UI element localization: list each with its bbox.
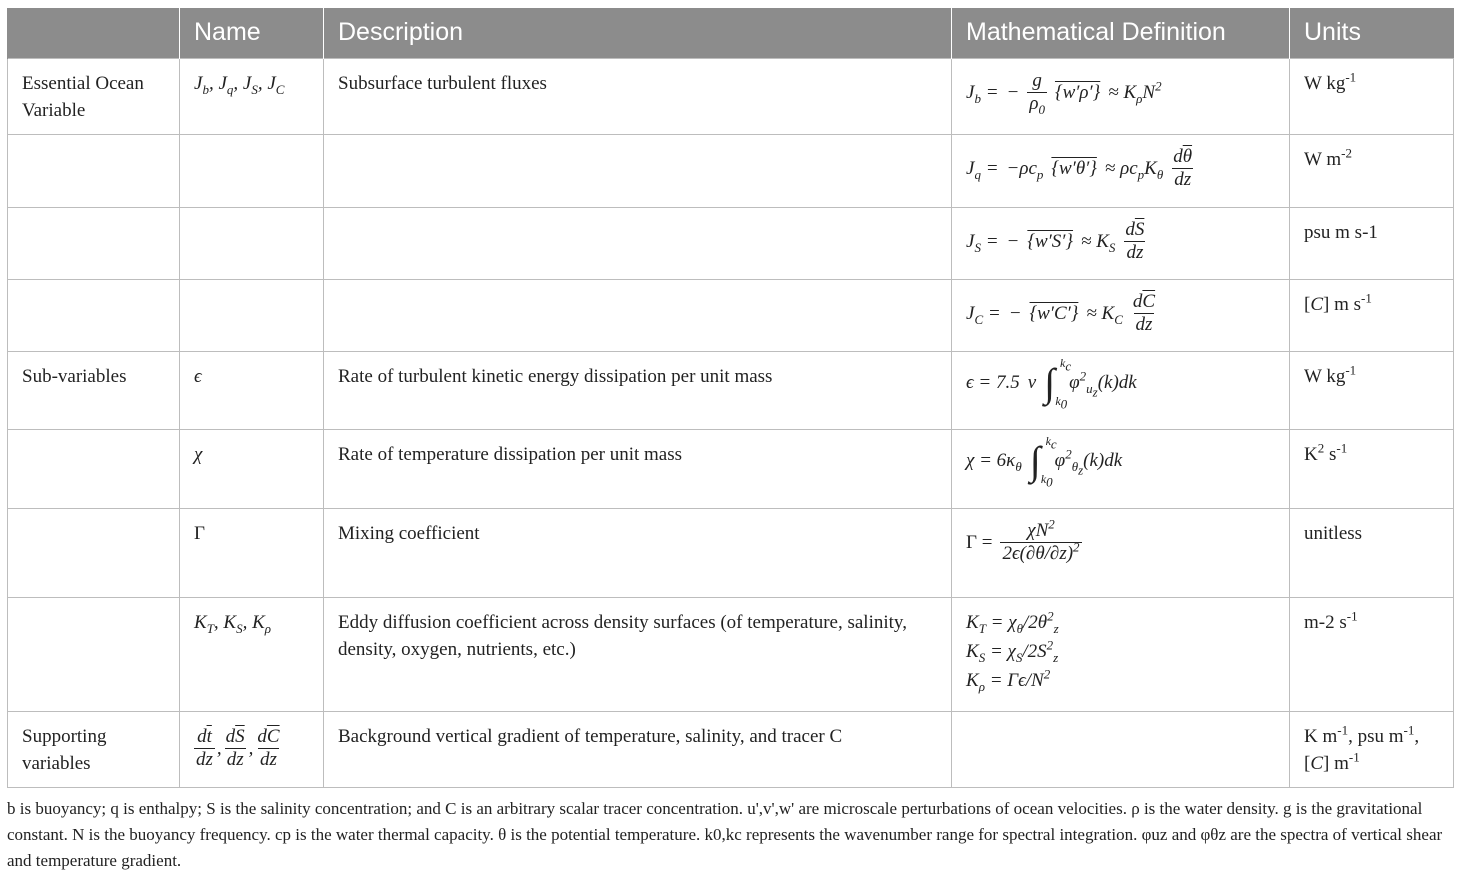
row-category: Essential Ocean Variable (8, 58, 180, 134)
row-category (8, 597, 180, 711)
row-units: W $kg^{-1}$ (1290, 58, 1454, 134)
row-definition: $J_C$ = − {w′C′} ≈ $K_C$ $\frac{d\overline{C}}{dz}$ (952, 279, 1290, 351)
row-category (8, 207, 180, 279)
header-description: Description (324, 8, 952, 58)
row-name: $J_b$, $J_q$, $J_S$, $J_C$ (180, 58, 324, 134)
row-category: Sub-variables (8, 351, 180, 429)
row-description: Rate of temperature dissipation per unit mass (324, 429, 952, 508)
row-definition: $K_T = \chi_\theta/2\theta^2_z$ $K_S = \chi_S/2S^2_z$ $K_\rho = \Gamma\epsilon/N^2$ (952, 597, 1290, 711)
row-name (180, 134, 324, 207)
row-category (8, 134, 180, 207)
row-units: m-2 $s^{-1}$ (1290, 597, 1454, 711)
row-definition: Γ = $\frac{\chi N^2}{2\epsilon(\partial\theta/\partial z)^2}$ (952, 508, 1290, 597)
row-definition: $\chi = 6\kappa_\theta$ ∫ $k_c$ $k_0$ $\varphi^2_{\theta_z}(k)dk$ (952, 429, 1290, 508)
row-description: Subsurface turbulent fluxes (324, 58, 952, 134)
table-row (8, 58, 1454, 134)
header-name: Name (180, 8, 324, 58)
table-footnote: b is buoyancy; q is enthalpy; S is the salinity concentration; and C is an arbitrary scalar tracer concentration. u',v',w' are microscale perturbations of ocean velocities. ρ is the water density. g is the gravitational constant. N is the buoyancy frequency. cp is the water thermal capacity. θ is the potential temperature. k0,kc represents the wavenumber range for spectral integration. φuz and φθz are the spectra of vertical shear and temperature gradient. (7, 799, 1443, 870)
row-category (8, 279, 180, 351)
row-name: χ (180, 429, 324, 508)
row-category (8, 508, 180, 597)
table-row (8, 134, 1454, 207)
table-row (8, 711, 1454, 787)
row-description: Rate of turbulent kinetic energy dissipation per unit mass (324, 351, 952, 429)
row-definition: ϵ = 7.5 ν ∫ $k_c$ $k_0$ $\varphi^2_{u_z}(k)dk$ (952, 351, 1290, 429)
row-description: Eddy diffusion coefficient across density surfaces (of temperature, salinity, density, oxygen, nutrients, etc.) (324, 597, 952, 711)
row-description (324, 279, 952, 351)
row-description: Mixing coefficient (324, 508, 952, 597)
row-name (180, 279, 324, 351)
row-units: $K^2$ $s^{-1}$ (1290, 429, 1454, 508)
table-row (8, 597, 1454, 711)
header-category (8, 8, 180, 58)
row-name: ϵ (180, 351, 324, 429)
row-name: $\frac{d\overline{t}}{dz}$ , $\frac{d\overline{S}}{dz}$ , $\frac{d\overline{C}}{dz}$ (180, 711, 324, 787)
row-description (324, 207, 952, 279)
row-units: psu m s-1 (1290, 207, 1454, 279)
row-description: Background vertical gradient of temperature, salinity, and tracer C (324, 711, 952, 787)
row-units: W $kg^{-1}$ (1290, 351, 1454, 429)
row-definition (952, 711, 1290, 787)
row-units: unitless (1290, 508, 1454, 597)
table-row (8, 207, 1454, 279)
row-definition: $J_b$ = − $\frac{g}{\rho_0}$ {w′ρ′} ≈ $K_\rho N^2$ (952, 58, 1290, 134)
table-row (8, 351, 1454, 429)
table-row (8, 429, 1454, 508)
header-definition: Mathematical Definition (952, 8, 1290, 58)
row-units: K $m^{-1}$, psu $m^{-1}$, [C] $m^{-1}$ (1290, 711, 1454, 787)
row-category: Supporting variables (8, 711, 180, 787)
header-units: Units (1290, 8, 1454, 58)
row-definition: $J_S$ = − {w′S′} ≈ $K_S$ $\frac{d\overline{S}}{dz}$ (952, 207, 1290, 279)
row-units: W $m^{-2}$ (1290, 134, 1454, 207)
row-category (8, 429, 180, 508)
variables-table (7, 8, 1454, 788)
row-name: $K_T$, $K_S$, $K_\rho$ (180, 597, 324, 711)
table-row (8, 508, 1454, 597)
table-header-row (8, 8, 1454, 58)
row-units: [C] m $s^{-1}$ (1290, 279, 1454, 351)
row-name (180, 207, 324, 279)
row-name: Γ (180, 508, 324, 597)
row-description (324, 134, 952, 207)
table-row (8, 279, 1454, 351)
row-definition: $J_q$ = $-\rho c_p$ {w′θ′} ≈ $\rho c_pK_\theta$ $\frac{d\overline{\theta}}{dz}$ (952, 134, 1290, 207)
